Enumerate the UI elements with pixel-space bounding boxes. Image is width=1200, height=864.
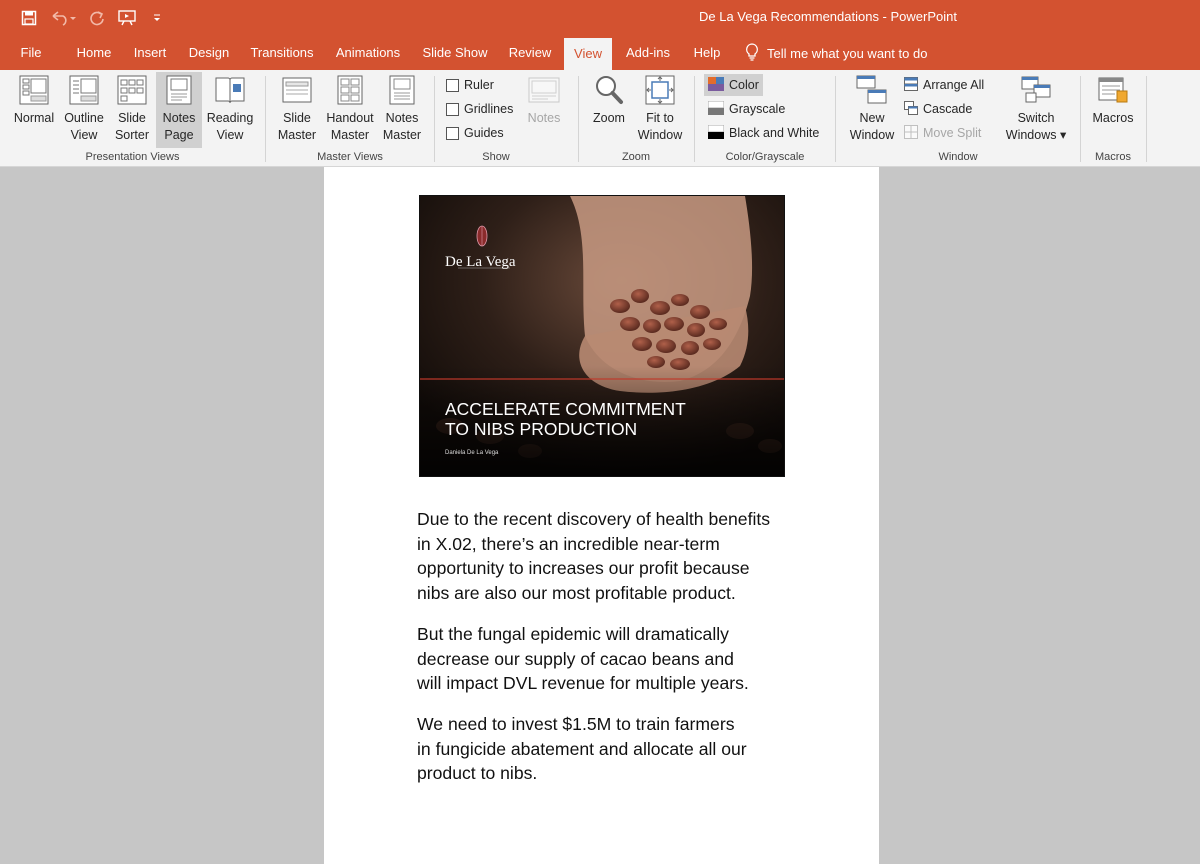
grayscale-swatch-icon: [708, 101, 724, 118]
tab-review[interactable]: Review: [508, 45, 552, 60]
group-label-zoom: Zoom: [621, 151, 651, 163]
black-and-white-button[interactable]: Black and White: [708, 122, 819, 144]
new-window-button[interactable]: New Window: [844, 72, 900, 148]
outline-view-icon: [69, 75, 99, 108]
group-label-color-grayscale: Color/Grayscale: [725, 151, 805, 163]
slide-sorter-button[interactable]: Slide Sorter: [108, 72, 156, 148]
notes-paragraph: Due to the recent discovery of health benefits in X.02, there’s an incredible near-term opportunity to increases our profit because nibs are also our most profitable product.: [417, 509, 771, 604]
checkbox-box: [446, 103, 459, 116]
group-separator: [265, 76, 266, 162]
move-split-button[interactable]: Move Split: [904, 122, 981, 144]
tab-home[interactable]: Home: [76, 45, 112, 60]
handout-master-icon: [337, 75, 363, 108]
magnifier-icon: [594, 74, 624, 109]
lightbulb-icon: [745, 43, 759, 64]
arrange-all-button[interactable]: Arrange All: [904, 74, 984, 96]
slide-master-icon: [282, 77, 312, 106]
tab-help[interactable]: Help: [693, 45, 721, 60]
tab-animations[interactable]: Animations: [335, 45, 401, 60]
group-separator: [694, 76, 695, 162]
ribbon-view: [0, 70, 1200, 167]
group-separator: [1146, 76, 1147, 162]
logo-pod-icon: [477, 226, 487, 246]
notes-page: [324, 167, 879, 864]
tab-add-ins[interactable]: Add-ins: [625, 45, 671, 60]
black-white-swatch-icon: [708, 125, 724, 142]
notes-page-button[interactable]: Notes Page: [156, 72, 202, 148]
cascade-icon: [904, 101, 918, 118]
notes-master-button[interactable]: Notes Master: [378, 72, 426, 148]
slide-thumbnail[interactable]: [419, 195, 785, 477]
notes-master-icon: [389, 75, 415, 108]
group-separator: [835, 76, 836, 162]
slide-sorter-icon: [117, 75, 147, 108]
normal-view-icon: [19, 75, 49, 108]
switch-windows-button[interactable]: Switch Windows ▾: [1000, 72, 1072, 148]
notes-paragraph: We need to invest $1.5M to train farmers in fungicide abatement and allocate all our product to nibs.: [417, 713, 747, 784]
fit-to-window-button[interactable]: Fit to Window: [632, 72, 688, 148]
group-separator: [578, 76, 579, 162]
checkbox-box: [446, 127, 459, 140]
arrange-all-icon: [904, 77, 918, 94]
group-separator: [434, 76, 435, 162]
handout-master-button[interactable]: Handout Master: [322, 72, 378, 148]
ruler-checkbox[interactable]: Ruler: [446, 74, 494, 96]
tab-slide-show[interactable]: Slide Show: [422, 45, 488, 60]
notes-paragraph: But the fungal epidemic will dramatically decrease our supply of cacao beans and will impact DVL revenue for multiple years.: [417, 623, 749, 694]
outline-view-button[interactable]: Outline View: [60, 72, 108, 148]
tab-file[interactable]: File: [20, 45, 42, 60]
switch-windows-icon: [1020, 75, 1052, 108]
slide-logo-text: De La Vega: [445, 254, 516, 270]
tab-transitions[interactable]: Transitions: [250, 45, 314, 60]
tab-insert[interactable]: Insert: [133, 45, 167, 60]
checkbox-box: [446, 79, 459, 92]
notes-page-icon: [166, 75, 192, 108]
slide-author: Daniela De La Vega: [445, 450, 499, 456]
slide-master-button[interactable]: Slide Master: [274, 72, 320, 148]
macros-button[interactable]: Macros: [1086, 72, 1140, 148]
speaker-notes[interactable]: [417, 507, 817, 802]
group-label-presentation-views: Presentation Views: [85, 151, 180, 163]
cascade-button[interactable]: Cascade: [904, 98, 972, 120]
fit-to-window-icon: [645, 75, 675, 108]
slide-title: ACCELERATE COMMITMENT TO NIBS PRODUCTION: [445, 399, 686, 439]
tab-design[interactable]: Design: [188, 45, 230, 60]
color-swatch-icon: [708, 77, 724, 94]
group-label-master-views: Master Views: [317, 151, 383, 163]
color-button[interactable]: Color: [704, 74, 763, 96]
new-window-icon: [856, 74, 888, 109]
ribbon-tabs: [0, 36, 1200, 70]
notes-pane-button[interactable]: Notes: [522, 72, 566, 148]
zoom-button[interactable]: Zoom: [586, 72, 632, 148]
tab-view[interactable]: View: [564, 38, 612, 70]
group-label-show: Show: [482, 151, 510, 163]
group-label-window: Window: [938, 151, 978, 163]
macros-icon: [1097, 75, 1129, 108]
notes-pane-icon: [528, 75, 560, 108]
reading-view-button[interactable]: Reading View: [202, 72, 258, 148]
group-label-macros: Macros: [1094, 151, 1132, 163]
normal-view-button[interactable]: Normal: [8, 72, 60, 148]
gridlines-checkbox[interactable]: Gridlines: [446, 98, 513, 120]
document-title: De La Vega Recommendations - PowerPoint: [699, 9, 957, 24]
tell-me-placeholder: Tell me what you want to do: [767, 45, 928, 61]
reading-view-icon: [214, 75, 246, 108]
title-bar: [0, 0, 1200, 36]
guides-checkbox[interactable]: Guides: [446, 122, 504, 144]
group-separator: [1080, 76, 1081, 162]
move-split-icon: [904, 125, 918, 142]
tell-me-search[interactable]: [745, 36, 927, 70]
grayscale-button[interactable]: Grayscale: [708, 98, 785, 120]
